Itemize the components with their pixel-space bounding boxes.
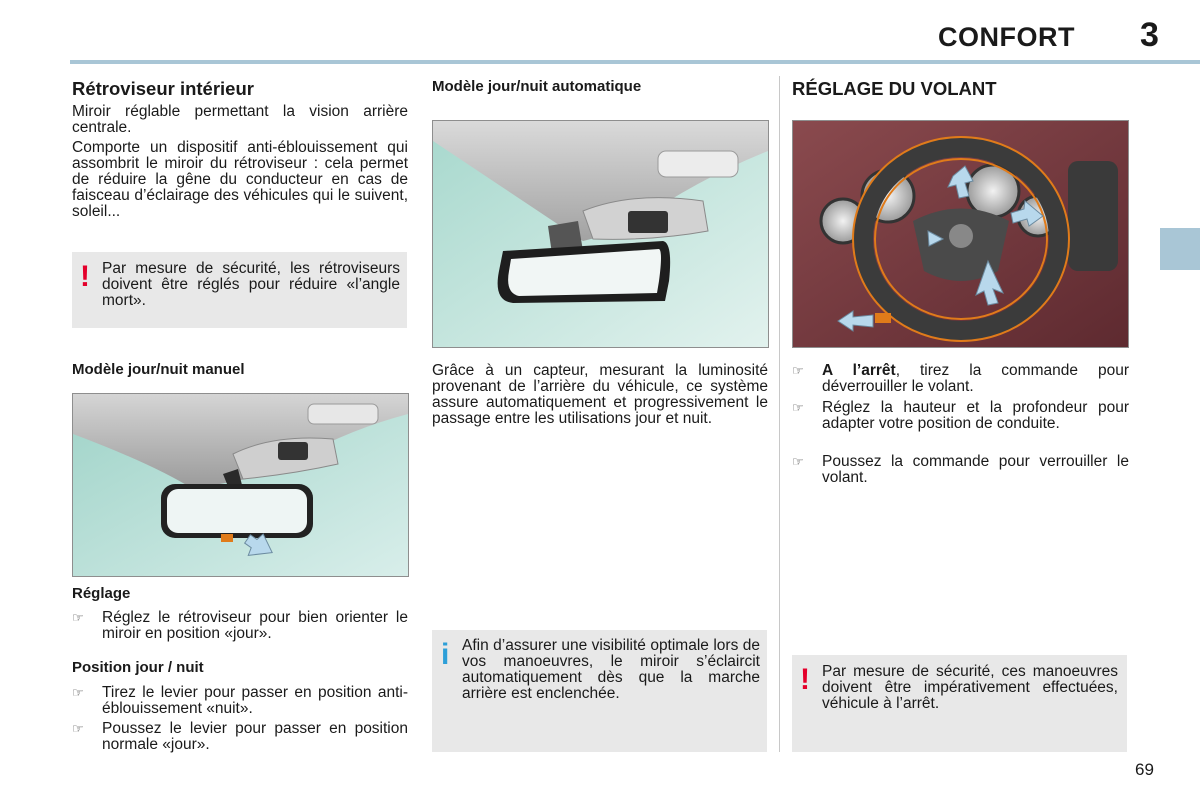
pointing-hand-icon: ☞ (72, 685, 84, 700)
info-text-reverse-gear: Afin d’assurer une visibilité optimale lors de vos manoeuvres, le miroir s’éclaircit automatiquement dès que la marche arrière est enclenchée. (462, 637, 760, 702)
page-number: 69 (1135, 760, 1154, 779)
night-position-instruction: Tirez le levier pour passer en position anti-éblouissement «nuit». (102, 684, 408, 717)
adjust-height-depth-instruction: Réglez la hauteur et la profondeur pour adapter votre position de conduite. (822, 399, 1129, 432)
chapter-title: CONFORT (938, 22, 1075, 52)
mirror-antiglare-text: Comporte un dispositif anti-éblouissement qui assombrit le miroir du rétroviseur : cela permet de réduire la gêne du conducteur en cas de faisceau d’éclairage des véhicules qui le suivent, soleil... (72, 139, 408, 220)
pointing-hand-icon: ☞ (792, 400, 804, 415)
automatic-mirror-illustration (432, 120, 769, 348)
subtitle-manual-model: Modèle jour/nuit manuel (72, 361, 245, 378)
header-rule (70, 60, 1200, 64)
day-position-instruction: Poussez le levier pour passer en position normale «jour». (102, 720, 408, 753)
subtitle-day-night-position: Position jour / nuit (72, 659, 204, 676)
adjustment-instruction: Réglez le rétroviseur pour bien orienter le miroir en position «jour». (102, 609, 408, 642)
column-divider (779, 76, 780, 752)
list-item (792, 400, 1129, 432)
warning-note-mirror (72, 252, 407, 328)
steering-wheel-illustration (792, 120, 1129, 348)
pointing-hand-icon: ☞ (72, 721, 84, 736)
section-title-rear-mirror: Rétroviseur intérieur (72, 78, 254, 99)
lock-instruction: Poussez la commande pour verrouiller le volant. (822, 453, 1129, 486)
warning-text-steering: Par mesure de sécurité, ces manoeuvres doivent être impérativement effectuées, véhicule à l’arrêt. (822, 663, 1118, 712)
pointing-hand-icon: ☞ (792, 363, 804, 378)
info-icon: i (441, 638, 450, 671)
subtitle-adjustment: Réglage (72, 585, 131, 602)
section-title-steering-wheel: RÉGLAGE DU VOLANT (792, 78, 997, 99)
manual-mirror-illustration (72, 393, 409, 577)
subtitle-automatic-model: Modèle jour/nuit automatique (432, 78, 642, 95)
chapter-number: 3 (1140, 16, 1159, 54)
automatic-model-text: Grâce à un capteur, mesurant la luminosité provenant de l’arrière du véhicule, ce système assure automatiquement et progressivement le passage entre les utilisations jour et nuit. (432, 362, 768, 427)
bold-when-stopped: A l’arrêt (822, 362, 896, 379)
list-item (792, 363, 1129, 395)
unlock-instruction (822, 363, 1129, 395)
mirror-intro-text: Miroir réglable permettant la vision arrière centrale. (72, 103, 408, 136)
info-note-reverse-gear (432, 630, 767, 752)
pointing-hand-icon: ☞ (72, 610, 84, 625)
list-item (72, 721, 408, 753)
warning-note-steering (792, 655, 1127, 752)
pointing-hand-icon: ☞ (792, 454, 804, 469)
warning-text-mirror: Par mesure de sécurité, les rétroviseurs doivent être réglés pour réduire «l’angle mort». (102, 260, 400, 309)
list-item (72, 685, 408, 717)
list-item (792, 454, 1129, 486)
chapter-tab (1160, 228, 1200, 270)
exclamation-warning-icon: ! (800, 663, 810, 696)
unlock-instruction-rest: , tirez la commande pour déverrouiller le volant. (822, 362, 1129, 395)
exclamation-warning-icon: ! (80, 260, 90, 293)
list-item (72, 610, 408, 642)
